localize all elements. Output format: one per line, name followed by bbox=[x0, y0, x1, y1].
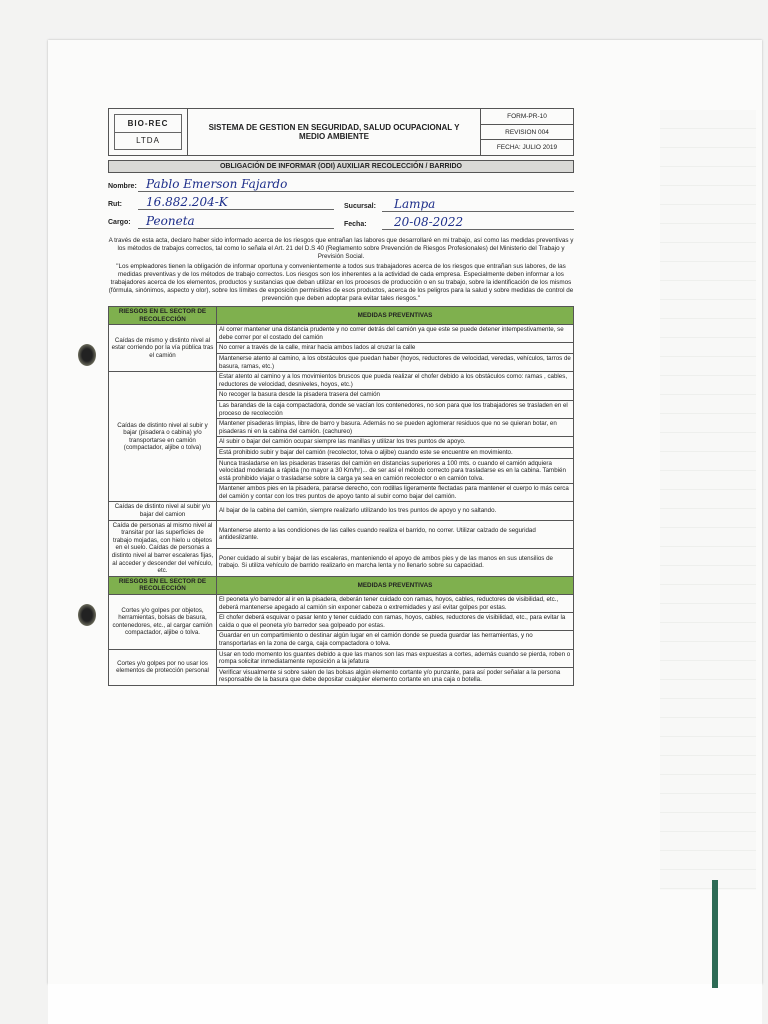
rut-value: 16.882.204-K bbox=[146, 195, 228, 209]
measures-column-header: MEDIDAS PREVENTIVAS bbox=[217, 576, 574, 594]
form-header bbox=[108, 108, 574, 156]
table-row bbox=[109, 649, 574, 667]
table-row bbox=[109, 595, 574, 613]
intro-paragraph-1: A través de esta acta, declaro haber sido informado acerca de los riesgos que entrañan las labores que desarrollaré en mi trabajo, así como las medidas preventivas y los métodos de trabajos correctos, tal como lo señala el Art. 21 del D.S 40 (Reglamento sobre Prevención de Riesgos Profesionales) del Ministerio del Trabajo y Previsión Social. bbox=[108, 237, 574, 260]
paper-bottom-edge bbox=[48, 984, 762, 1024]
measure-cell: Estar atento al camino y a los movimientos bruscos que pueda realizar el chofer debido a los obstáculos como: ramas , cables, reductores de velocidad, desniveles, hoyos, etc.) bbox=[217, 372, 574, 390]
risks-table-body bbox=[109, 307, 574, 686]
nombre-line bbox=[138, 191, 574, 192]
risks-table bbox=[108, 306, 574, 686]
measure-cell: Las barandas de la caja compactadora, donde se vacían los contenedores, no son para que los trabajadores se trasladen en el proceso de recolección bbox=[217, 400, 574, 418]
table-row bbox=[109, 325, 574, 343]
risk-cell: Cortes y/o golpes por objetos, herramientas, bolsas de basura, contenedores, etc., al cargar camión compactador, aljibe o tolva. bbox=[109, 595, 217, 650]
cargo-value: Peoneta bbox=[146, 214, 195, 228]
measure-cell: Al subir o bajar del camión ocupar siempre las manillas y utilizar los tres puntos de apoyo. bbox=[217, 437, 574, 448]
nombre-value: Pablo Emerson Fajardo bbox=[146, 177, 288, 191]
measure-cell: Mantenerse atento al camino, a los obstáculos que puedan haber (hoyos, reductores de velocidad, veredas, vehículos, tarros de basura, ramas, etc.) bbox=[217, 353, 574, 371]
punch-hole-upper bbox=[78, 344, 96, 366]
measure-cell: Al bajar de la cabina del camión, siempre realizarlo utilizando los tres puntos de apoyo y no saltando. bbox=[217, 502, 574, 520]
rut-label: Rut: bbox=[108, 201, 122, 208]
risk-cell: Cortes y/o golpes por no usar los elementos de protección personal bbox=[109, 649, 217, 685]
measure-cell: No correr a través de la calle, mirar hacia ambos lados al cruzar la calle bbox=[217, 343, 574, 354]
measure-cell: No recoger la basura desde la pisadera trasera del camión bbox=[217, 390, 574, 401]
fecha-label: Fecha: bbox=[344, 221, 367, 228]
rut-line bbox=[138, 209, 334, 210]
bleed-through-area bbox=[660, 110, 756, 890]
risk-column-header: RIESGOS EN EL SECTOR DE RECOLECCIÓN bbox=[109, 576, 217, 594]
fecha-value: 20-08-2022 bbox=[394, 215, 464, 229]
table-header-row bbox=[109, 576, 574, 594]
sucursal-value: Lampa bbox=[394, 197, 436, 211]
system-title: SISTEMA DE GESTION EN SEGURIDAD, SALUD OCUPACIONAL Y MEDIO AMBIENTE bbox=[188, 109, 481, 155]
punch-hole-lower bbox=[78, 604, 96, 626]
worker-fields bbox=[108, 173, 574, 235]
risk-cell: Caídas de mismo y distinto nivel al estar corriendo por la vía pública tras el camión bbox=[109, 325, 217, 372]
measure-cell: Verificar visualmente si sobre salen de las bolsas algún elemento cortante y/o punzante, para así poder señalar a la persona responsable de la basura que debe depositar cualquier elemento cortante en una caja o botella. bbox=[217, 667, 574, 685]
measure-cell: Guardar en un compartimiento o destinar algún lugar en el camión donde se pueda guardar las herramientas, y no transportarlas en la zona de carga, caja compactadora o tolva. bbox=[217, 631, 574, 649]
green-folder-edge bbox=[712, 880, 718, 988]
cargo-line bbox=[138, 228, 334, 229]
measure-cell: Nunca trasladarse en las pisaderas traseras del camión en distancias superiores a 100 mts. o cuando el camión adquiera velocidad moderada a rápida (no mayor a 30 Km/hr)... de ser así el método correcto para trasladarse es en la cabina. También está prohibido viajar o trasladarse sobre la carga ya sea en camión recolector o en camión tolva. bbox=[217, 458, 574, 484]
risk-cell: Caída de personas al mismo nivel al transitar por las superficies de trabajo mojadas, con hielo u objetos en el suelo. Caídas de personas a distinto nivel al barrer escaleras fijas, al acceder y descender del vehículo, etc. bbox=[109, 520, 217, 576]
logo-suffix: LTDA bbox=[115, 132, 181, 150]
table-header-row bbox=[109, 307, 574, 325]
measure-cell: Usar en todo momento los guantes debido a que las manos son las mas expuestas a cortes, además cuando se pierda, roben o rompa solicitar inmediatamente reposición a la jefatura bbox=[217, 649, 574, 667]
table-row bbox=[109, 372, 574, 390]
sucursal-line bbox=[382, 211, 574, 212]
form-date: FECHA: JULIO 2019 bbox=[481, 139, 573, 155]
measure-cell: Al correr mantener una distancia prudente y no correr detrás del camión ya que este se puede detener intempestivamente, se debe correr por el costado del camión bbox=[217, 325, 574, 343]
fecha-line bbox=[382, 229, 574, 230]
measure-cell: El chofer deberá esquivar o pasar lento y tener cuidado con ramas, hoyos, cables, reductores de visibilidad, etc., para evitar la caída o que el peoneta y/o barredor sea golpeado por estas. bbox=[217, 613, 574, 631]
measure-cell: El peoneta y/o barredor al ir en la pisadera, deberán tener cuidado con ramas, hoyos, cables, reductores de visibilidad, etc., deberá mantenerse apegado al camión sin exponer cabeza o extremidades y así evitar golpes por estas. bbox=[217, 595, 574, 613]
measure-cell: Mantener ambos pies en la pisadera, pararse derecho, con rodillas ligeramente flectadas para mantener el cuerpo lo más cerca del camión y contar con los tres puntos de apoyo tanto al subir como bajar del camión. bbox=[217, 484, 574, 502]
measure-cell: Está prohibido subir y bajar del camión (recolector, tolva o aljibe) cuando este se encuentre en movimiento. bbox=[217, 447, 574, 458]
sucursal-label: Sucursal: bbox=[344, 203, 376, 210]
cargo-label: Cargo: bbox=[108, 219, 131, 226]
risk-cell: Caídas de distinto nivel al subir y/o bajar del camion bbox=[109, 502, 217, 520]
risk-cell: Caídas de distinto nivel al subir y bajar (pisadera o cabina) y/o transportarse en camión (compactador, aljibe o tolva) bbox=[109, 372, 217, 502]
measure-cell: Poner cuidado al subir y bajar de las escaleras, manteniendo el apoyo de ambos pies y de las manos en sus utensilios de trabajo. Si utiliza vehículo de barrido realizarlo en marcha lenta y no llenarlo sobre su capacidad. bbox=[217, 548, 574, 576]
form-revision: REVISION 004 bbox=[481, 124, 573, 140]
measure-cell: Mantener pisaderas limpias, libre de barro y basura. Además no se pueden aglomerar residuos que no se quieran botar, en pisaderas ni en la cabina del camión. (cachureo) bbox=[217, 419, 574, 437]
measures-column-header: MEDIDAS PREVENTIVAS bbox=[217, 307, 574, 325]
section-title: OBLIGACIÓN DE INFORMAR (ODI) AUXILIAR RECOLECCIÓN / BARRIDO bbox=[108, 160, 574, 173]
nombre-label: Nombre: bbox=[108, 183, 137, 190]
company-logo bbox=[109, 109, 188, 155]
form-meta bbox=[481, 109, 573, 155]
risk-column-header: RIESGOS EN EL SECTOR DE RECOLECCIÓN bbox=[109, 307, 217, 325]
table-row bbox=[109, 520, 574, 548]
odi-form bbox=[108, 108, 574, 912]
intro-paragraph-2: "Los empleadores tienen la obligación de informar oportuna y convenientemente a todos sus trabajadores acerca de los riesgos que entrañan sus labores, de las medidas preventivas y de los métodos de trabajo correctos. Los riesgos son los inherentes a la actividad de cada empresa. Especialmente deben informar a los trabajadores acerca de los elementos, productos y sustancias que deban utilizar en los procesos de producción o en su trabajo, sobre la identificación de los mismos (fórmula, sinónimos, aspecto y olor), sobre los límites de exposición permisibles de esos productos, acerca de los peligros para la salud y sobre medidas de control de prevención que deben adoptar para evitar tales riesgos." bbox=[108, 263, 574, 302]
logo-name: BIO-REC bbox=[127, 118, 169, 128]
measure-cell: Mantenerse atento a las condiciones de las calles cuando realiza el barrido, no correr. Utilizar calzado de seguridad antideslizante. bbox=[217, 520, 574, 548]
table-row bbox=[109, 502, 574, 520]
logo-box bbox=[114, 114, 182, 150]
form-code: FORM-PR-10 bbox=[507, 112, 547, 120]
